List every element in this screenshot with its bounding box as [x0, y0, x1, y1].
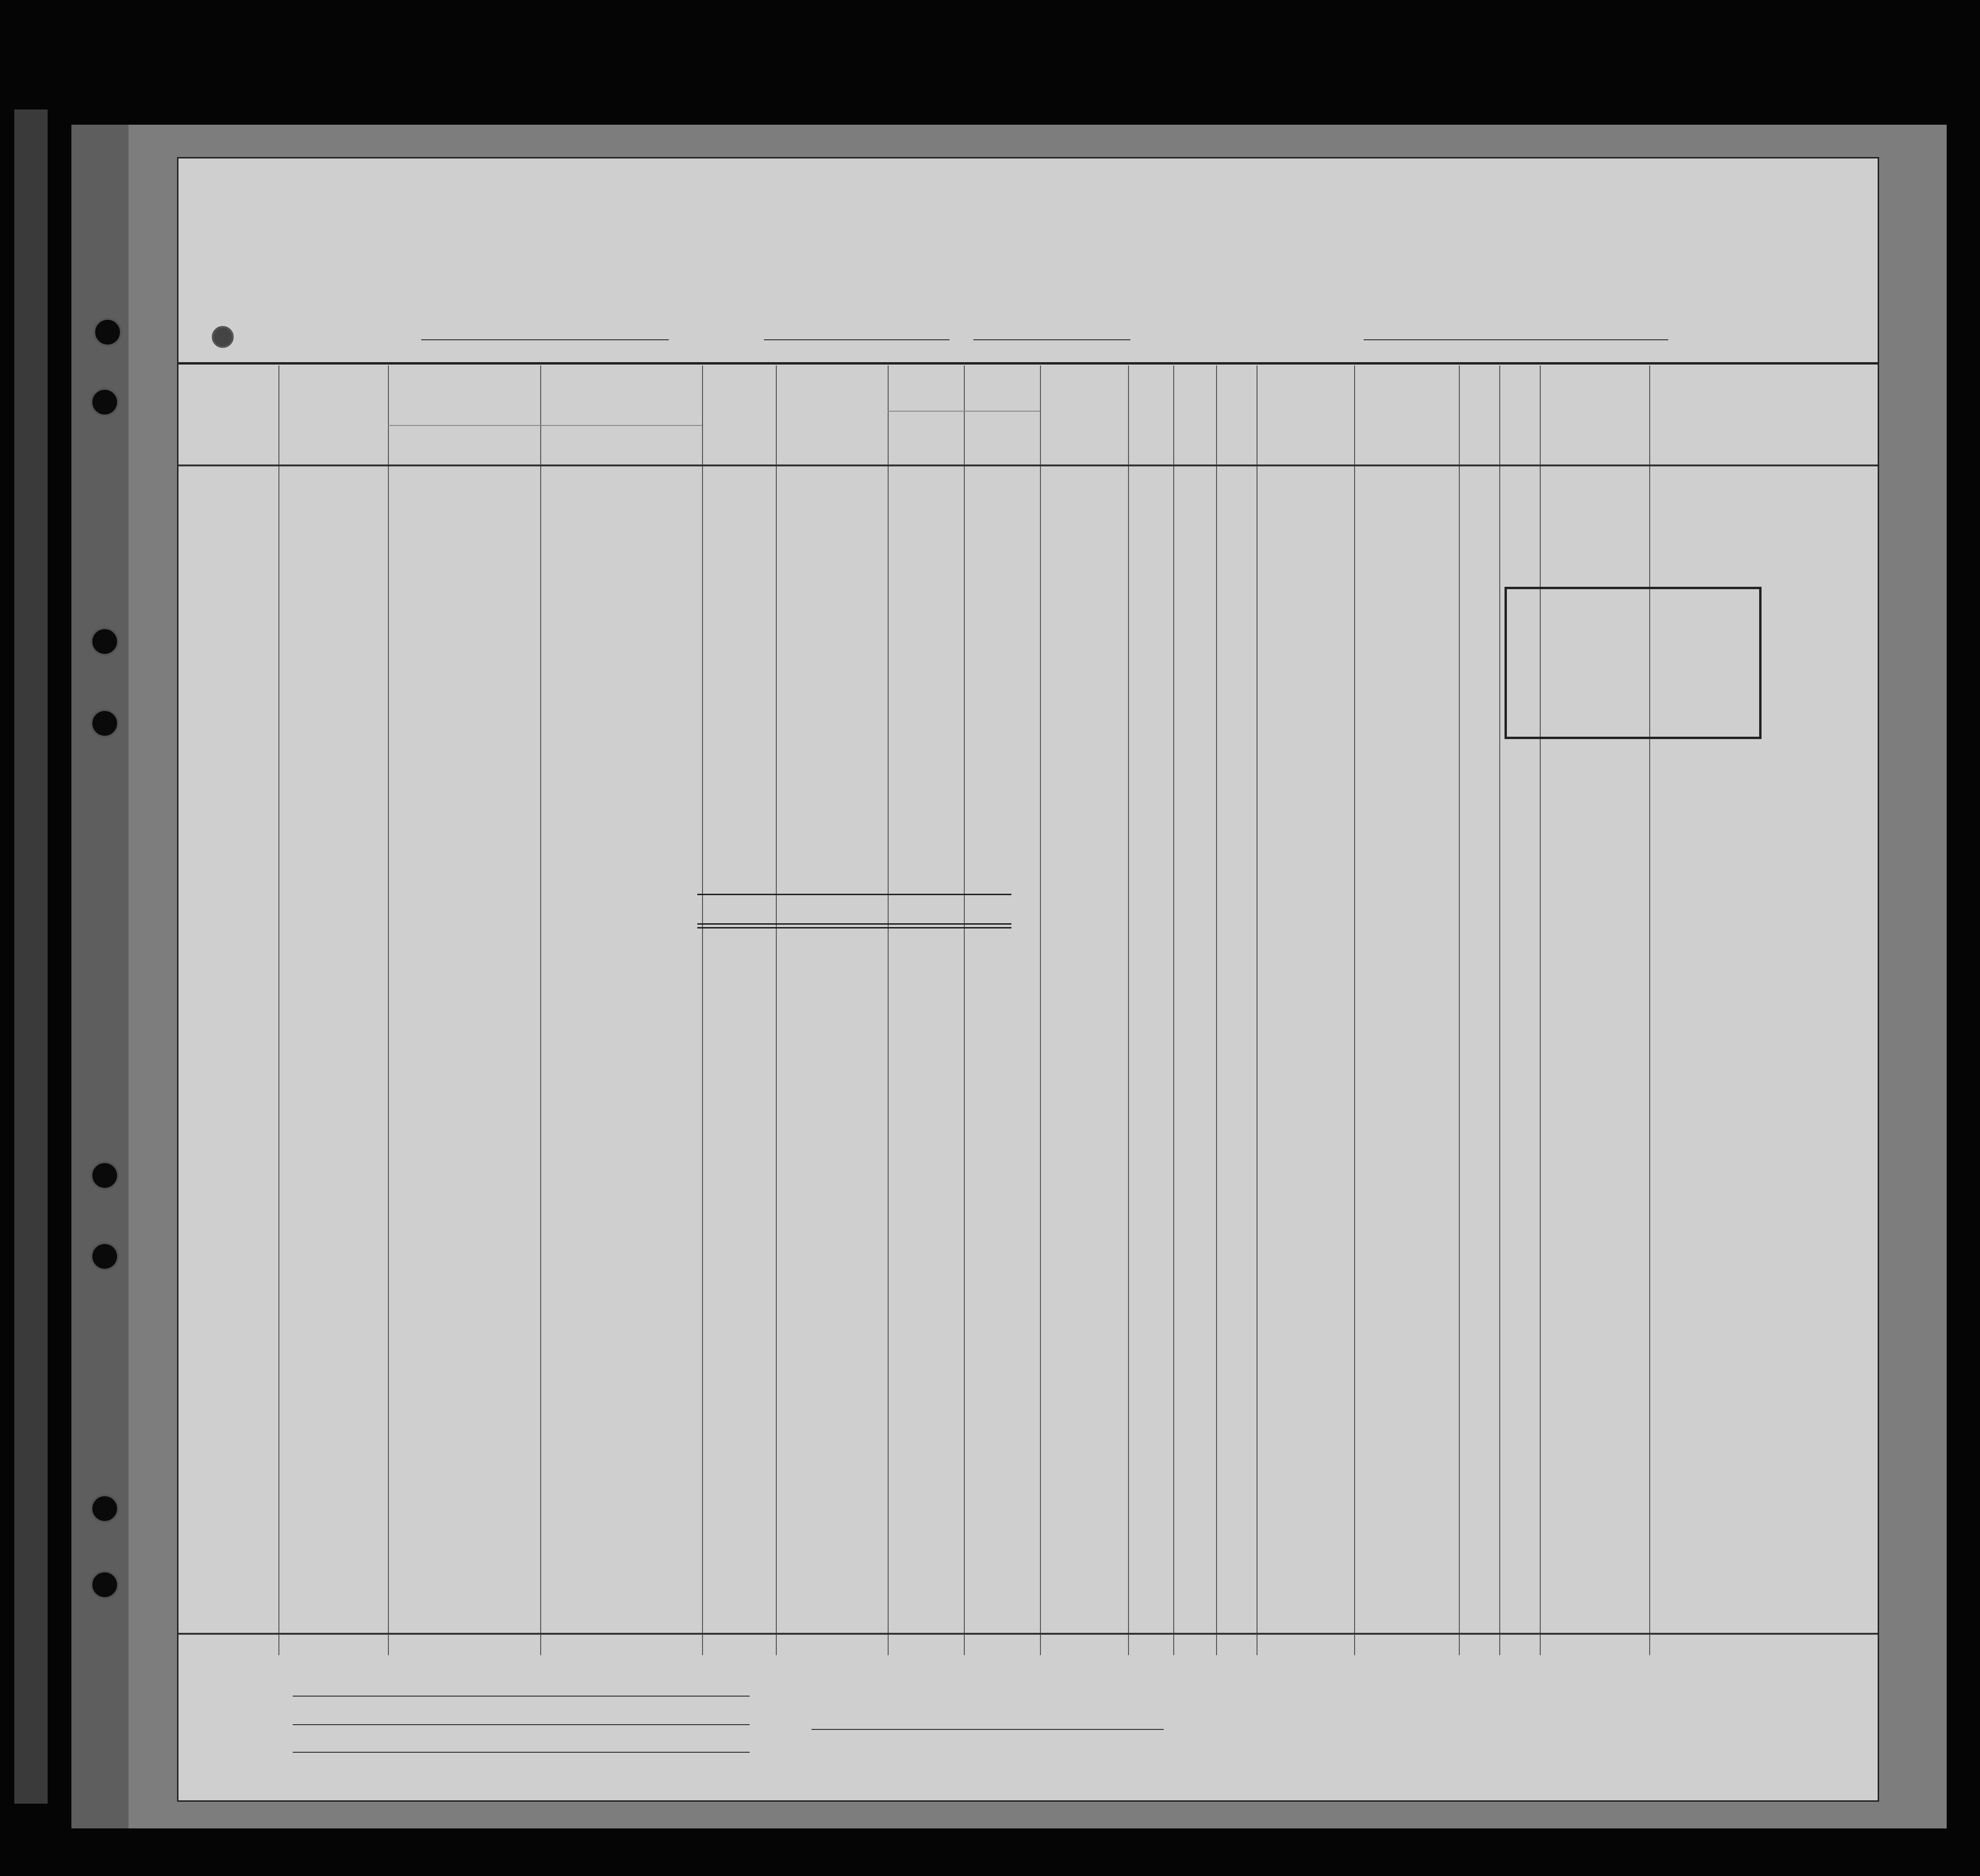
rule	[421, 339, 669, 340]
crew-ledger	[178, 365, 1878, 1655]
column-divider	[1354, 365, 1355, 1655]
subheader-rule	[388, 425, 702, 426]
column-divider	[388, 365, 389, 1655]
shipping-commissioner-stamp	[1505, 587, 1762, 739]
binder-hole	[90, 1242, 119, 1271]
sheet-number	[1634, 206, 1646, 224]
inspector-signature-line	[812, 1729, 1164, 1730]
subheader-rule	[888, 411, 1040, 412]
column-divider	[702, 365, 703, 1655]
header-rule	[178, 362, 1878, 365]
column-divider	[1540, 365, 1541, 1655]
rule	[293, 1752, 750, 1753]
column-divider	[1128, 365, 1129, 1655]
column-divider	[964, 365, 965, 1655]
rule	[973, 339, 1130, 340]
binder-hole	[90, 1494, 119, 1523]
column-divider	[888, 365, 889, 1655]
rule	[293, 1696, 750, 1697]
vessel-info-line	[178, 320, 1878, 349]
column-divider	[1040, 365, 1041, 1655]
summary-double-rule	[697, 923, 1011, 925]
binder-hole	[90, 1570, 119, 1599]
binder-hole	[90, 709, 119, 738]
binder-hole	[93, 318, 122, 346]
column-divider	[540, 365, 541, 1655]
column-divider	[776, 365, 777, 1655]
column-divider	[278, 365, 279, 1655]
footer	[178, 1658, 1878, 1800]
column-divider	[1173, 365, 1174, 1655]
column-divider	[1649, 365, 1650, 1655]
binder-hole	[90, 627, 119, 656]
column-divider	[1459, 365, 1460, 1655]
column-divider	[1216, 365, 1217, 1655]
summary-double-rule	[697, 927, 1011, 928]
footer-rule	[178, 1633, 1878, 1635]
binder-hole	[90, 1161, 119, 1190]
rule	[764, 339, 950, 340]
rule	[293, 1724, 750, 1725]
manifest-document	[177, 157, 1879, 1802]
column-divider	[1499, 365, 1500, 1655]
scan-edge	[14, 109, 48, 1804]
summary-total-rule	[697, 894, 1011, 895]
rule	[1364, 339, 1668, 340]
header-bottom-rule	[178, 464, 1878, 466]
binder-hole	[90, 388, 119, 416]
